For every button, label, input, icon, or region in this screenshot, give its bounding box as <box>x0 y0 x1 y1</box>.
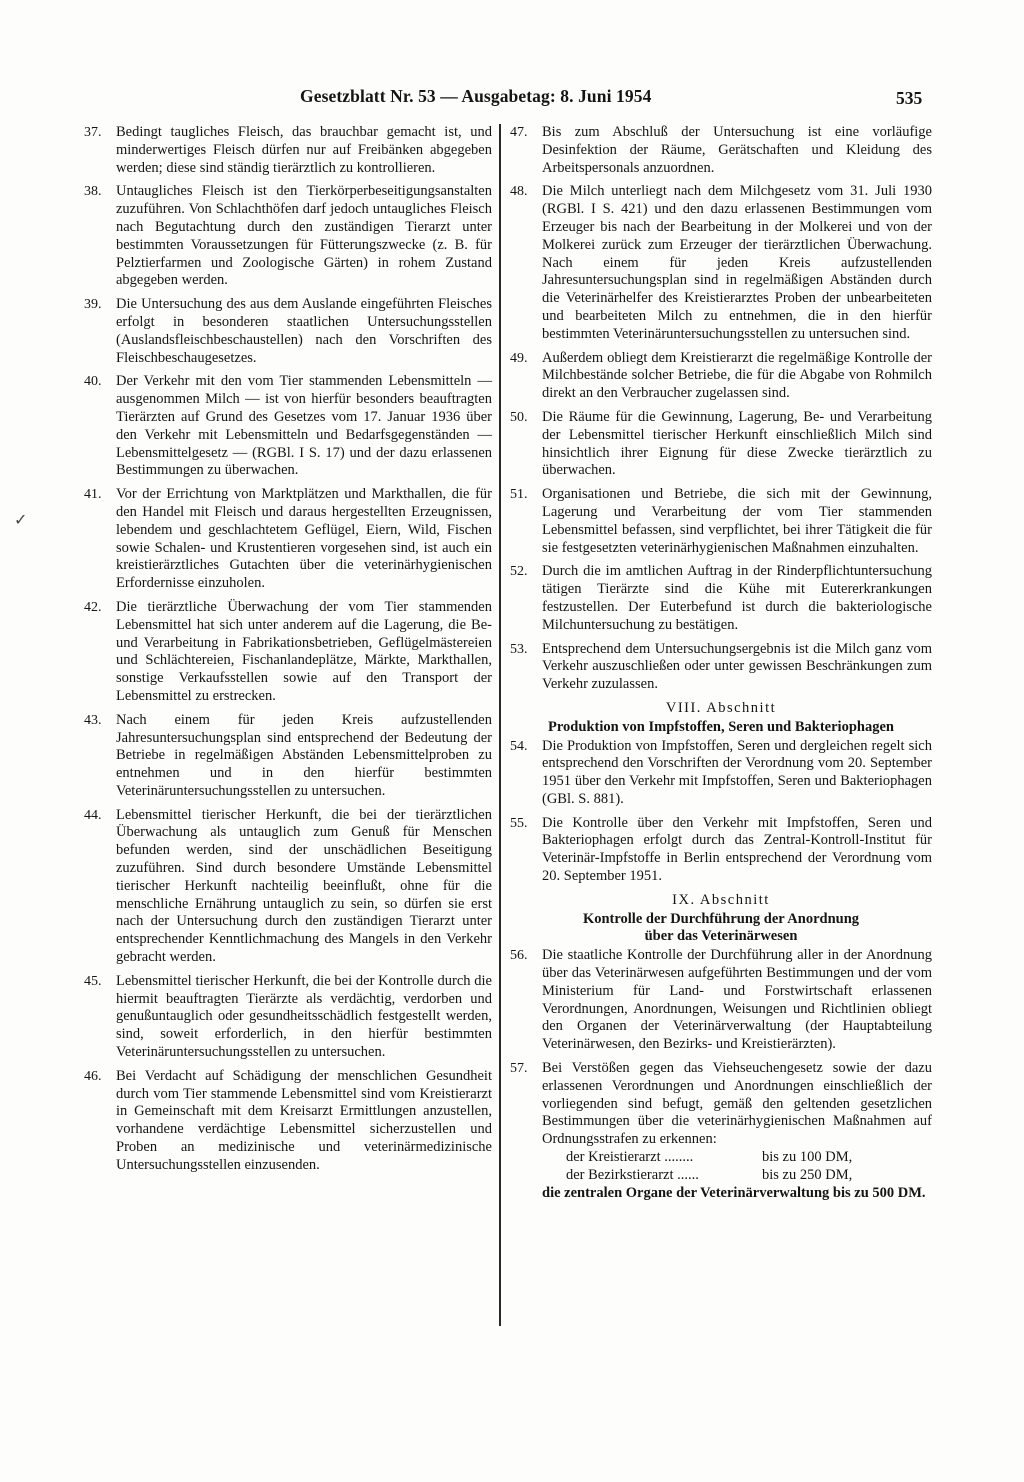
paragraph-56 <box>510 947 932 1054</box>
paragraph-text: Die Untersuchung des aus dem Auslande eingeführten Fleisches erfolgt in besonderen staatlichen Untersuchungsstellen (Auslandsfleischbeschaustellen) nach den Vorschriften des Fleischbeschaugesetzes. <box>116 296 492 366</box>
paragraph-number: 41. <box>84 487 102 503</box>
paragraph-text: Die Räume für die Gewinnung, Lagerung, Be- und Verarbeitung der Lebensmittel tierischer Herkunft einschließlich Milch sind hinsichtlich ihrer Eignung für diese Zwecke tierärztlich zu überwachen. <box>542 408 932 479</box>
paragraph-number: 49. <box>510 350 528 366</box>
paragraph-number: 53. <box>510 641 528 657</box>
paragraph-text: Die Milch unterliegt nach dem Milchgesetz vom 31. Juli 1930 (RGBl. I S. 421) und den dazu erlassenen Bestimmungen vom Erzeuger bis nach der Bearbeitung in der Molkerei und von der Molkerei zurück zum Erzeuger der tierärztlichen Überwachung. Nach einem für jeden Kreis aufzustellenden Jahresuntersuchungsplan sind in regelmäßigen Abständen durch die Veterinärhelfer des Kreistierarztes Proben der unbearbeiteten und bearbeiteten Milch zu entnehmen, die in den hierfür bestimmten Veterinäruntersuchungsstellen zu untersuchen sind. <box>542 183 932 342</box>
paragraph-42 <box>84 599 492 706</box>
paragraph-number: 52. <box>510 564 528 580</box>
fines-list <box>566 1149 932 1185</box>
paragraph-text: Die tierärztliche Überwachung der vom Tier stammenden Lebensmittel hat sich unter anderem auf die Lagerung, die Be- und Verarbeitung in Fabrikationsbetrieben, Geflügelmästereien und Schlächtereien, Fischanlandeplätze, Märkte, Markthallen, sonstige Verkaufsstellen sowie auf den Transport der Lebensmittel zu erstrecken. <box>116 598 492 704</box>
fine-row <box>566 1149 932 1167</box>
paragraph-44 <box>84 807 492 967</box>
paragraph-text: Lebensmittel tierischer Herkunft, die bei der tierärztlichen Überwachung als untauglich zum Genuß für Menschen befunden werden, sind der unschädlichen Beseitigung zuzuführen. Sind durch besondere Umstände Lebensmittel tierischer Herkunft nachteilig beeinflußt, ohne für die menschliche Ernährung untauglich zu sein, so dürfen sie erst nach der Untersuchung durch den zuständigen Tierarzt unter entsprechender Kenntlichmachung des Mangels in den Verkehr gebracht werden. <box>116 806 492 966</box>
paragraph-number: 51. <box>510 487 528 503</box>
paragraph-47 <box>510 124 932 177</box>
paragraph-53 <box>510 641 932 694</box>
paragraph-46 <box>84 1068 492 1175</box>
paragraph-57 <box>510 1060 932 1149</box>
paragraph-text: Außerdem obliegt dem Kreistierarzt die regelmäßige Kontrolle der Milchbestände solcher Betriebe, die für die Abgabe von Rohmilch direkt an den Verbraucher zugelassen sind. <box>542 349 932 402</box>
paragraph-text: Bei Verdacht auf Schädigung der menschlichen Gesundheit durch vom Tier stammende Lebensmittel sind vom Kreistierarzt in Gemeinschaft mit dem Kreisarzt Ermittlungen anzustellen, vorhandene verdächtige Lebensmittel sicherzustellen und Proben an medizinische und veterinärmedizinische Untersuchungsstellen einzusenden. <box>116 1067 492 1173</box>
paragraph-number: 39. <box>84 297 102 313</box>
paragraph-number: 50. <box>510 409 528 425</box>
fine-amount: bis zu 100 DM, <box>762 1149 853 1166</box>
page-header: Gesetzblatt Nr. 53 — Ausgabetag: 8. Juni 1954 <box>300 86 652 106</box>
section-title-line: über das Veterinärwesen <box>644 928 798 945</box>
paragraph-38 <box>84 183 492 290</box>
paragraph-text: Die Produktion von Impfstoffen, Seren und dergleichen regelt sich entsprechend den Vorschriften der Verordnung vom 20. September 1951 über den Verkehr mit Impfstoffen, Seren und Bakteriophagen (GBl. S. 881). <box>542 737 932 807</box>
paragraph-number: 55. <box>510 815 528 831</box>
paragraph-40 <box>84 373 492 480</box>
paragraph-text: Vor der Errichtung von Marktplätzen und Markthallen, die für den Handel mit Fleisch und daraus hergestellten Erzeugnissen, lebendem und geschlachtetem Geflügel, Eiern, Wild, Fischen sowie Schalen- und Krustentieren vorgesehen sind, ist auch ein kreistierärztliches Gutachten über die veterinärhygienischen Erfordernisse einzuholen. <box>116 486 492 592</box>
paragraph-text: Bei Verstößen gegen das Viehseuchengesetz sowie der dazu erlassenen Verordnungen und Anordnungen einschließlich der vorliegenden sind befugt, gemäß den geltenden gesetzlichen Bestimmungen über die veterinärhygienischen Maßnahmen auf Ordnungsstrafen zu erkennen: <box>542 1060 932 1148</box>
fines-tail: die zentralen Organe der Veterinärverwaltung bis zu 500 DM. <box>542 1184 926 1201</box>
paragraph-number: 56. <box>510 948 528 964</box>
section-heading: VIII. Abschnitt <box>665 699 777 716</box>
paragraph-50 <box>510 409 932 480</box>
left-column <box>84 124 492 1181</box>
paragraph-text: Organisationen und Betriebe, die sich mit der Gewinnung, Lagerung und Verarbeitung der vom Tier stammenden Lebensmittel befassen, sind verpflichtet, bei ihrer Tätigkeit die für sie festgesetzten veterinärhygienischen Maßnahmen einzuhalten. <box>542 486 932 556</box>
paragraph-number: 54. <box>510 738 528 754</box>
paragraph-number: 48. <box>510 184 528 200</box>
paragraph-text: Untaugliches Fleisch ist den Tierkörperbeseitigungsanstalten zuzuführen. Von Schlachthöfen darf jedoch untaugliches Fleisch nach Begutachtung durch den zuständigen Tierarzt unter bestimmten Voraussetzungen für Fütterungszwecke (z. B. für Pelztierfarmen und Zoologische Gärten) in rohem Zustand abgegeben werden. <box>116 183 492 289</box>
paragraph-number: 57. <box>510 1061 528 1077</box>
section-title-line: Kontrolle der Durchführung der Anordnung <box>582 910 860 927</box>
paragraph-52 <box>510 563 932 634</box>
paragraph-text: Bis zum Abschluß der Untersuchung ist eine vorläufige Desinfektion der Räume, Gerätschaften und Kleidung des Arbeitspersonals anzuordnen. <box>542 124 932 176</box>
paragraph-number: 46. <box>84 1068 102 1084</box>
section-heading: IX. Abschnitt <box>672 891 770 908</box>
paragraph-37 <box>84 124 492 177</box>
column-divider <box>499 124 501 1326</box>
paragraph-54 <box>510 738 932 809</box>
page-number: 535 <box>896 88 923 108</box>
paragraph-number: 44. <box>84 807 102 823</box>
paragraph-number: 38. <box>84 184 102 200</box>
paragraph-text: Nach einem für jeden Kreis aufzustellenden Jahresuntersuchungsplan sind entsprechend der Bedeutung der Betriebe in regelmäßigen Abständen Lebensmittelproben zu entnehmen und in den hierfür bestimmten Veterinäruntersuchungsstellen zu untersuchen. <box>116 711 492 799</box>
section-title: Produktion von Impfstoffen, Seren und Bakteriophagen <box>548 718 894 735</box>
paragraph-49 <box>510 350 932 403</box>
paragraph-text: Die staatliche Kontrolle der Durchführung aller in der Anordnung über das Veterinärwesen aufgeführten Bestimmungen und der vom Ministerium für Land- und Forstwirtschaft erlassenen Verordnungen, Anordnungen, Weisungen und Richtlinien obliegt den Organen der Veterinärverwaltung (der Hauptabteilung Veterinärwesen, den Bezirks- und Kreistierärzten). <box>542 947 932 1053</box>
right-column <box>510 124 932 1202</box>
paragraph-text: Entsprechend dem Untersuchungsergebnis ist die Milch ganz vom Verkehr auszuschließen oder unter gewissen Beschränkungen zum Verkehr zuzulassen. <box>542 640 932 693</box>
fine-authority: der Bezirkstierarzt ...... <box>566 1166 699 1183</box>
margin-mark: ✓ <box>14 512 28 529</box>
paragraph-48 <box>510 183 932 343</box>
fine-row <box>566 1167 932 1185</box>
paragraph-number: 47. <box>510 125 528 140</box>
paragraph-number: 40. <box>84 374 102 390</box>
section-title <box>510 911 932 947</box>
paragraph-text: Bedingt taugliches Fleisch, das brauchbar gemacht ist, und minderwertiges Fleisch dürfen nur auf Freibänken abgegeben werden; diese sind ständig tierärztlich zu kontrollieren. <box>116 124 492 176</box>
paragraph-number: 42. <box>84 599 102 615</box>
paragraph-39 <box>84 296 492 367</box>
paragraph-text: Durch die im amtlichen Auftrag in der Rinderpflichtuntersuchung tätigen Tierärzte sind die Kühe mit Eutererkrankungen festzustellen. Der Euterbefund ist durch die bakteriologische Milchuntersuchung zu bestätigen. <box>542 563 932 633</box>
fine-authority: der Kreistierarzt ........ <box>566 1149 694 1166</box>
paragraph-45 <box>84 973 492 1062</box>
paragraph-55 <box>510 815 932 886</box>
paragraph-text: Der Verkehr mit den vom Tier stammenden Lebensmitteln — ausgenommen Milch — ist von hierfür besonders beauftragten Tierärzten auf Grund des Gesetzes vom 17. Januar 1936 über den Verkehr mit Lebensmitteln und Bedarfsgegenständen — Lebensmittelgesetz — (RGBl. I S. 17) und der dazu erlassenen Bestimmungen zu überwachen. <box>116 373 492 479</box>
paragraph-number: 45. <box>84 973 102 989</box>
paragraph-text: Die Kontrolle über den Verkehr mit Impfstoffen, Seren und Bakteriophagen erfolgt durch das Zentral-Kontroll-Institut für Veterinär-Impfstoffe in Berlin entsprechend der Verordnung vom 20. September 1951. <box>542 814 932 885</box>
fine-amount: bis zu 250 DM, <box>762 1166 853 1183</box>
paragraph-text: Lebensmittel tierischer Herkunft, die bei der Kontrolle durch die hiermit beauftragten Tierärzte als verdächtig, verdorben und genußuntauglich oder gesundheitsschädlich festgestellt werden, sind, soweit erforderlich, in den hierfür bestimmten Veterinäruntersuchungsstellen zu untersuchen. <box>116 972 492 1061</box>
paragraph-51 <box>510 486 932 557</box>
paragraph-number: 37. <box>84 125 102 140</box>
paragraph-43 <box>84 712 492 801</box>
paragraph-number: 43. <box>84 712 102 728</box>
paragraph-41 <box>84 486 492 593</box>
